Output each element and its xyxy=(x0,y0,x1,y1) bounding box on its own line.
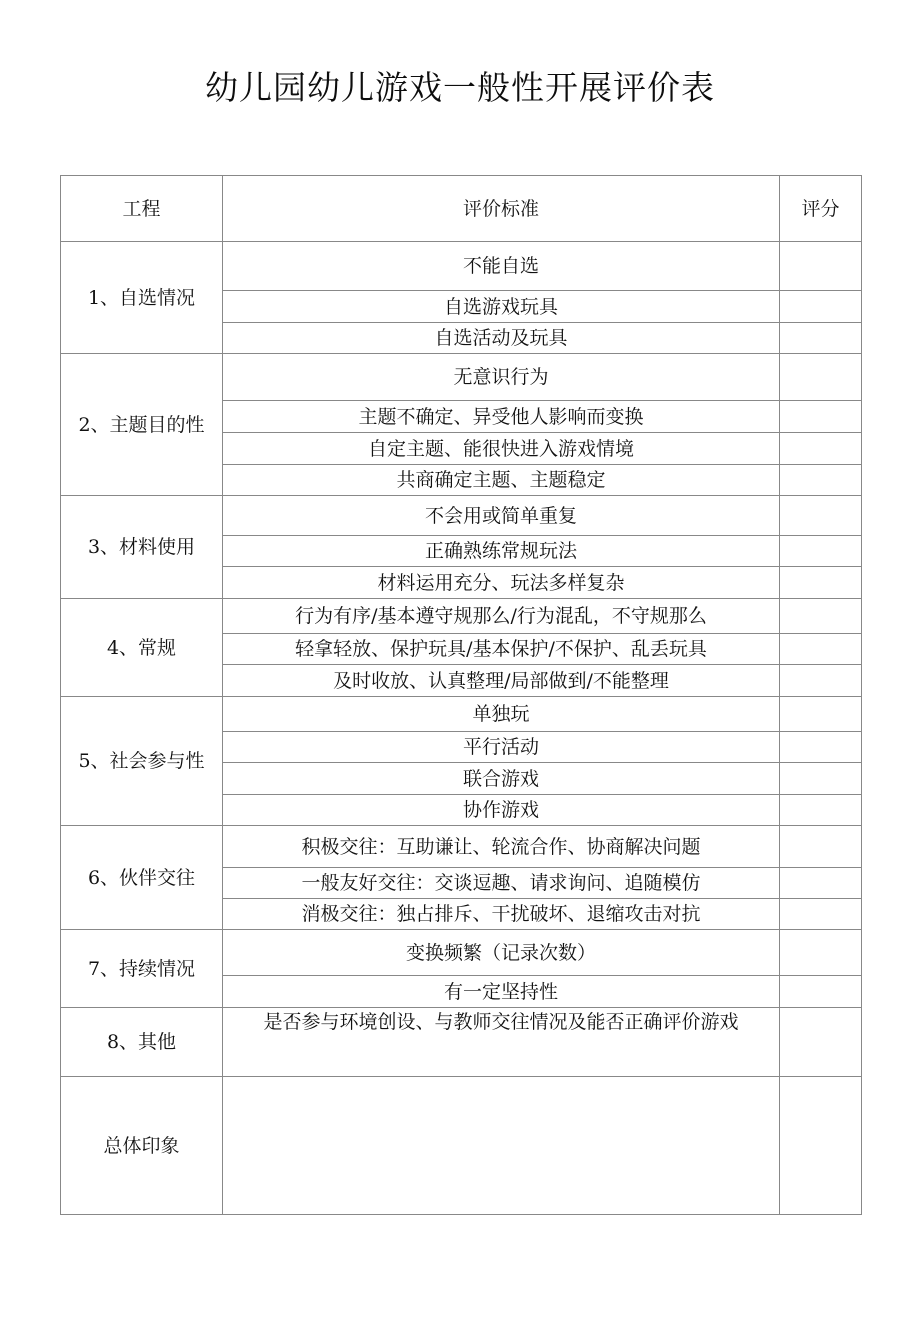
summary-content-cell[interactable] xyxy=(223,1077,780,1215)
score-cell[interactable] xyxy=(780,634,862,665)
score-cell[interactable] xyxy=(780,976,862,1008)
criteria-cell: 无意识行为 xyxy=(223,354,780,401)
table-row xyxy=(61,354,862,401)
criteria-cell: 正确熟练常规玩法 xyxy=(223,536,780,567)
criteria-cell: 轻拿轻放、保护玩具/基本保护/不保护、乱丢玩具 xyxy=(223,634,780,665)
criteria-cell: 自选活动及玩具 xyxy=(223,323,780,354)
page-title: 幼儿园幼儿游戏一般性开展评价表 xyxy=(205,68,715,107)
evaluation-table xyxy=(60,175,862,1215)
score-cell[interactable] xyxy=(780,323,862,354)
score-cell[interactable] xyxy=(780,665,862,697)
table-row xyxy=(61,930,862,976)
criteria-cell: 不会用或简单重复 xyxy=(223,496,780,536)
criteria-cell: 单独玩 xyxy=(223,697,780,732)
criteria-cell: 积极交往：互助谦让、轮流合作、协商解决问题 xyxy=(223,826,780,868)
table-row xyxy=(61,697,862,732)
score-cell[interactable] xyxy=(780,1008,862,1077)
criteria-cell: 一般友好交往：交谈逗趣、请求询问、追随模仿 xyxy=(223,868,780,899)
item-cell: 2、主题目的性 xyxy=(61,354,223,496)
item-cell: 5、社会参与性 xyxy=(61,697,223,826)
table-row xyxy=(61,826,862,868)
criteria-cell: 有一定坚持性 xyxy=(223,976,780,1008)
header-item: 工程 xyxy=(61,176,223,242)
item-cell: 3、材料使用 xyxy=(61,496,223,599)
criteria-cell: 自选游戏玩具 xyxy=(223,291,780,323)
criteria-cell: 消极交往：独占排斥、干扰破坏、退缩攻击对抗 xyxy=(223,899,780,930)
score-cell[interactable] xyxy=(780,401,862,433)
score-cell[interactable] xyxy=(780,697,862,732)
criteria-cell: 自定主题、能很快进入游戏情境 xyxy=(223,433,780,465)
item-cell: 1、自选情况 xyxy=(61,242,223,354)
score-cell[interactable] xyxy=(780,291,862,323)
score-cell[interactable] xyxy=(780,536,862,567)
table-row xyxy=(61,496,862,536)
score-cell[interactable] xyxy=(780,899,862,930)
item-cell: 7、持续情况 xyxy=(61,930,223,1008)
score-cell[interactable] xyxy=(780,795,862,826)
summary-row xyxy=(61,1077,862,1215)
score-cell[interactable] xyxy=(780,567,862,599)
score-cell[interactable] xyxy=(780,433,862,465)
score-cell[interactable] xyxy=(780,496,862,536)
criteria-cell: 共商确定主题、主题稳定 xyxy=(223,465,780,496)
item-cell: 4、常规 xyxy=(61,599,223,697)
criteria-cell: 不能自选 xyxy=(223,242,780,291)
summary-score-cell[interactable] xyxy=(780,1077,862,1215)
criteria-cell: 联合游戏 xyxy=(223,763,780,795)
score-cell[interactable] xyxy=(780,930,862,976)
criteria-cell: 主题不确定、异受他人影响而变换 xyxy=(223,401,780,433)
criteria-cell: 材料运用充分、玩法多样复杂 xyxy=(223,567,780,599)
score-cell[interactable] xyxy=(780,354,862,401)
criteria-cell: 平行活动 xyxy=(223,732,780,763)
item-cell: 6、伙伴交往 xyxy=(61,826,223,930)
table-row xyxy=(61,599,862,634)
table-row xyxy=(61,1008,862,1077)
criteria-cell: 行为有序/基本遵守规那么/行为混乱，不守规那么 xyxy=(223,599,780,634)
header-criteria: 评价标准 xyxy=(223,176,780,242)
score-cell[interactable] xyxy=(780,465,862,496)
summary-label: 总体印象 xyxy=(61,1077,223,1215)
score-cell[interactable] xyxy=(780,868,862,899)
criteria-cell: 变换频繁（记录次数） xyxy=(223,930,780,976)
header-score: 评分 xyxy=(780,176,862,242)
score-cell[interactable] xyxy=(780,599,862,634)
criteria-cell: 及时收放、认真整理/局部做到/不能整理 xyxy=(223,665,780,697)
criteria-cell: 协作游戏 xyxy=(223,795,780,826)
table-row xyxy=(61,242,862,291)
header-row xyxy=(61,176,862,242)
criteria-cell: 是否参与环境创设、与教师交往情况及能否正确评价游戏 xyxy=(223,1008,780,1077)
score-cell[interactable] xyxy=(780,826,862,868)
score-cell[interactable] xyxy=(780,242,862,291)
score-cell[interactable] xyxy=(780,732,862,763)
item-cell: 8、其他 xyxy=(61,1008,223,1077)
score-cell[interactable] xyxy=(780,763,862,795)
